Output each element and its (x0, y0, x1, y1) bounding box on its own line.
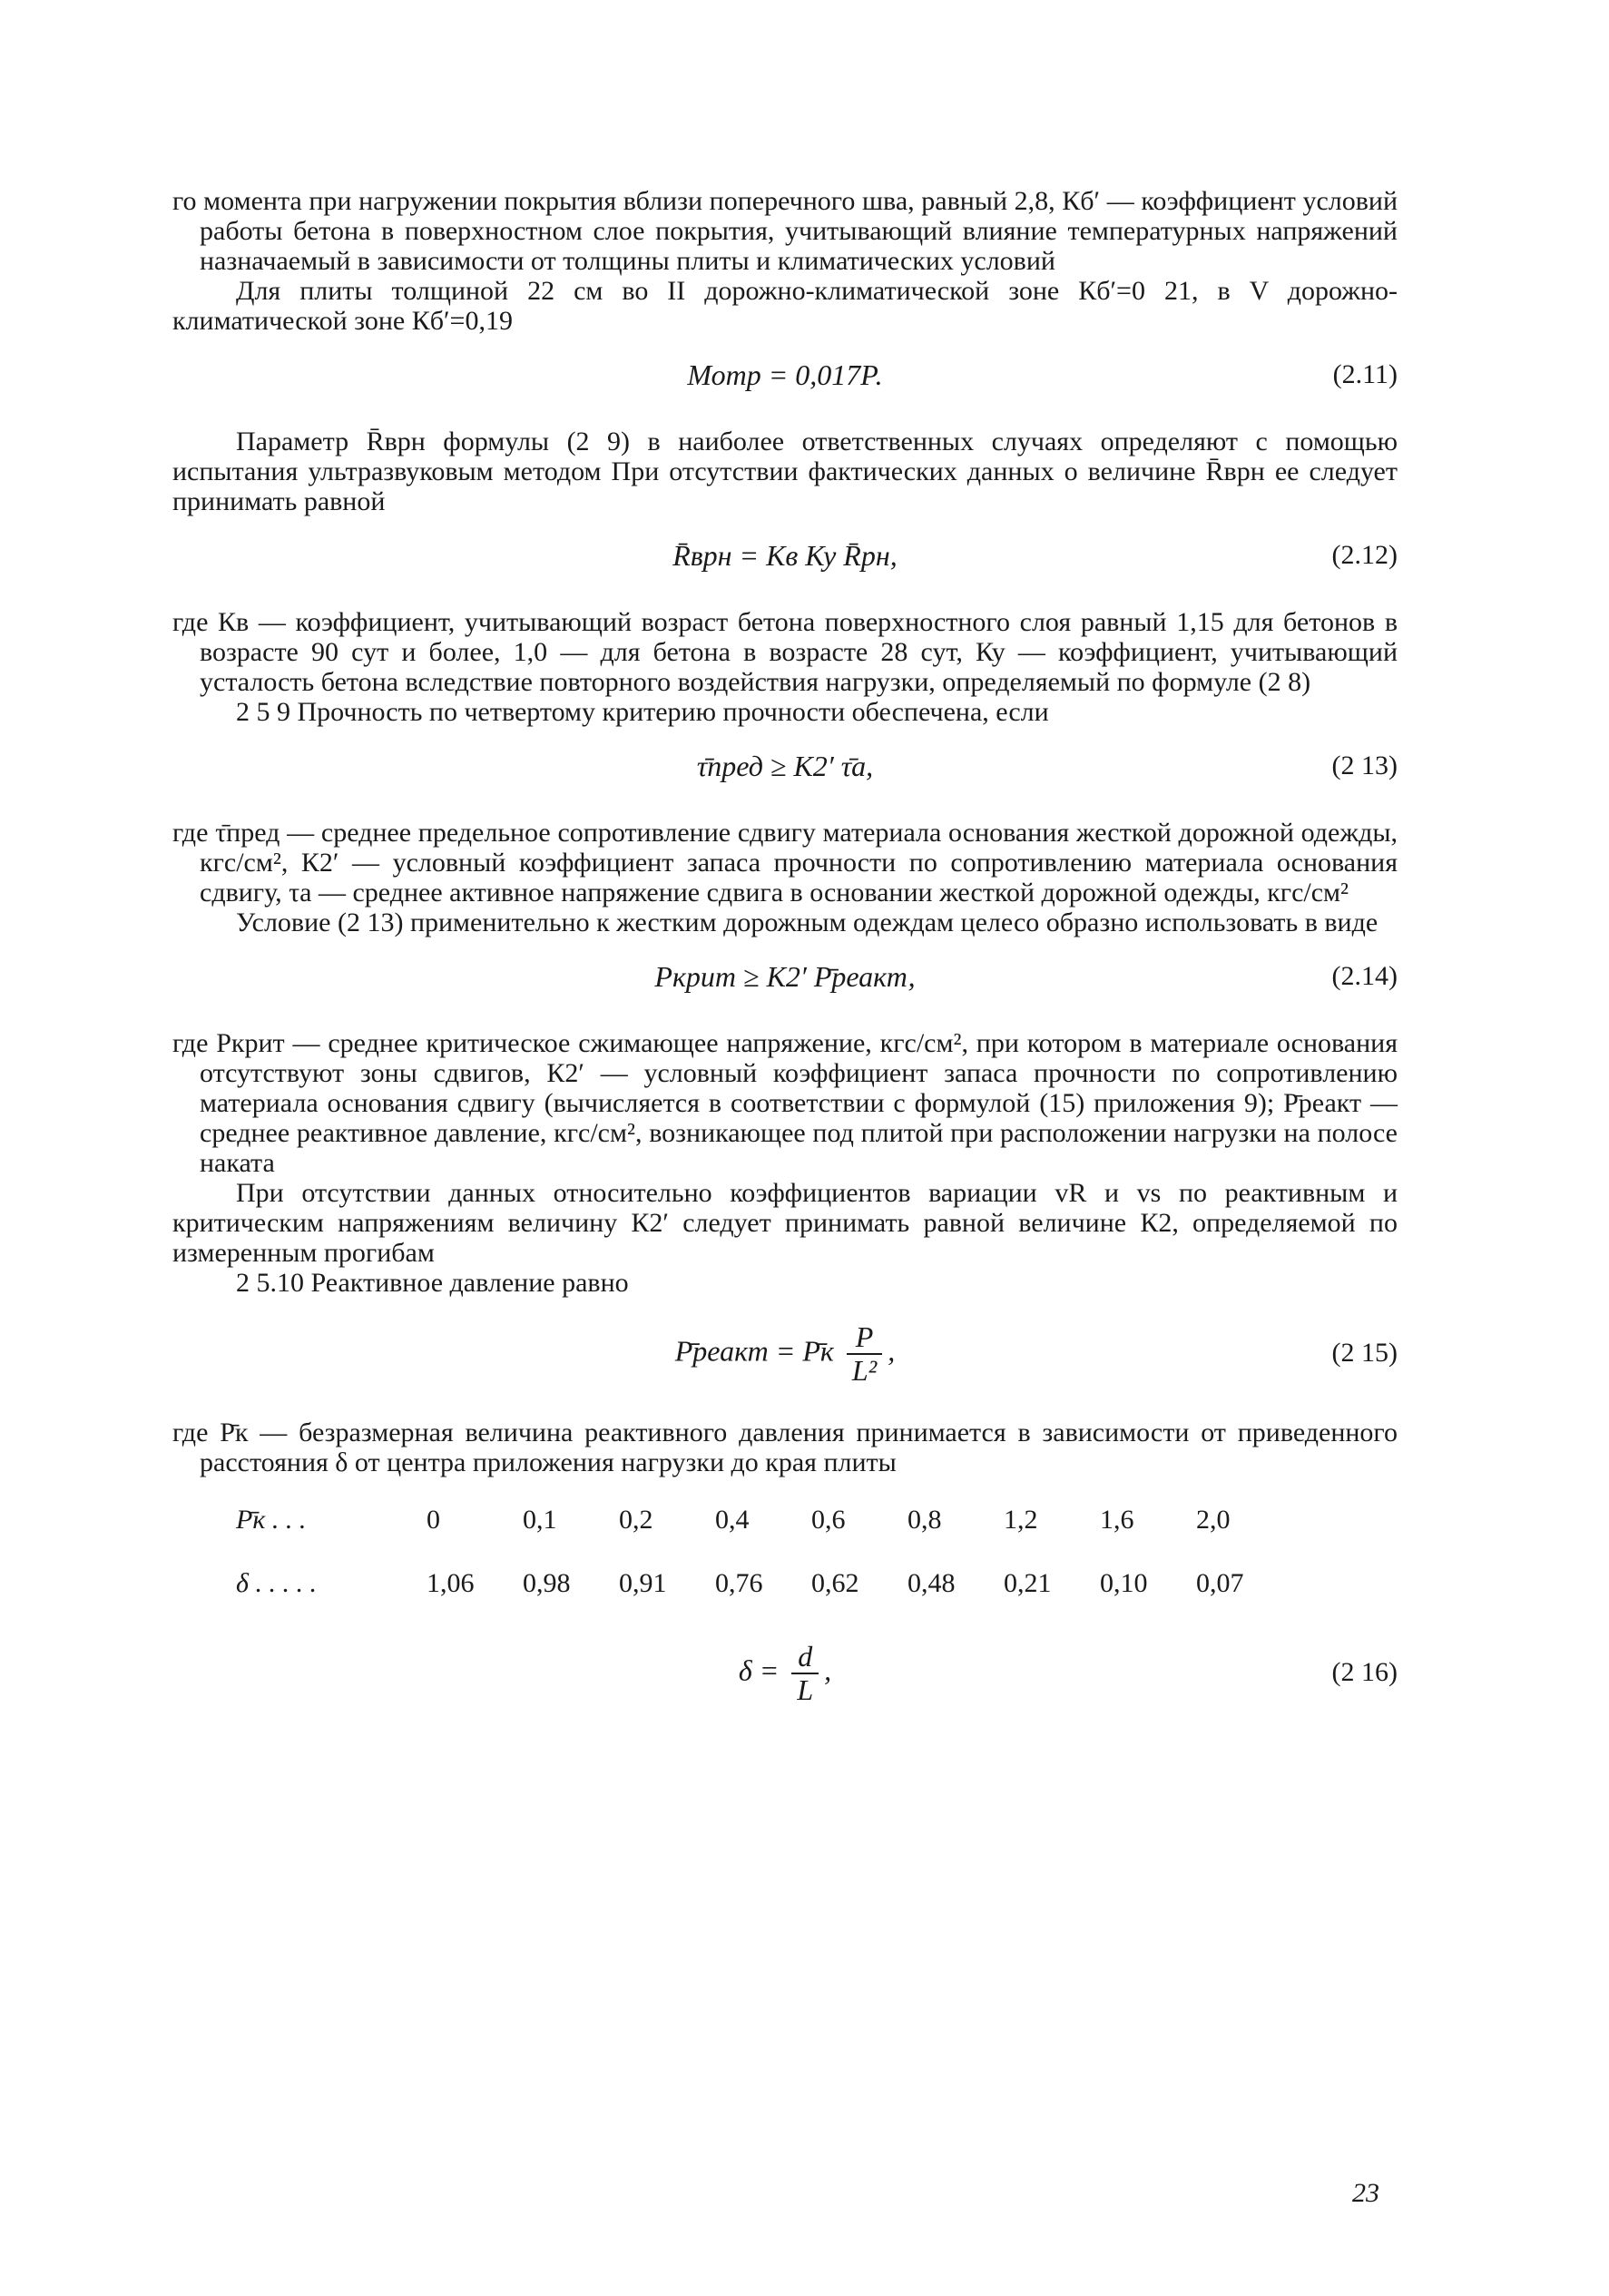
paragraph-where-kv: где Кв — коэффициент, учитывающий возраст бетона поверхностного слоя равный 1,15 для бетонов в возрасте 90 сут и более, 1,0 — для бетона в возрасте 28 сут, Ку — коэффициент, учитывающий усталость бетона вследствие повторного воздействия нагрузки, определяемый по формуле (2 8) (172, 607, 1398, 697)
table-cell: 0 (427, 1505, 440, 1535)
table-cell: 1,6 (1100, 1505, 1134, 1535)
formula-2-16-numerator: d (791, 1641, 819, 1674)
formula-2-13-expression: τ̄пред ≥ К2′ τ̄а, (696, 750, 874, 782)
table-cell: 0,91 (619, 1568, 667, 1598)
paragraph-slab-thickness: Для плиты толщиной 22 см во II дорожно-климатической зоне Кб′=0 21, в V дорожно-климатической зоне Кб′=0,19 (172, 276, 1398, 336)
table-cell: 2,0 (1196, 1505, 1231, 1535)
table-cell: 0,76 (715, 1568, 763, 1598)
formula-2-15-fraction (847, 1321, 882, 1387)
paragraph-criterion-4: 2 5 9 Прочность по четвертому критерию прочности обеспечена, если (236, 697, 1049, 727)
table-cell: 0,21 (1004, 1568, 1052, 1598)
paragraph-where-tau: где τ̄пред — среднее предельное сопротивление сдвигу материала основания жесткой дорожной одежды, кгс/см², К2′ — условный коэффициент запаса прочности по сопротивлению материала основания сдвигу, τа — среднее активное напряжение сдвига в основании жесткой дорожной одежды, кгс/см² (172, 818, 1398, 908)
document-page (172, 186, 1398, 1737)
formula-2-16-expression: δ = $\frac{d}{L}$ , (738, 1640, 832, 1707)
table-cell: 1,2 (1004, 1505, 1038, 1535)
table-row-label: Р̄к . . . (236, 1505, 307, 1535)
table-cell: 0,48 (908, 1568, 956, 1598)
formula-2-15-number: (2 15) (1331, 1338, 1398, 1368)
formula-2-14-number: (2.14) (1331, 961, 1398, 991)
formula-2-16-number: (2 16) (1331, 1657, 1398, 1687)
values-table (236, 1505, 1398, 1632)
formula-2-11-number: (2.11) (1332, 359, 1398, 389)
table-cell: 1,06 (427, 1568, 475, 1598)
table-cell: 0,8 (908, 1505, 942, 1535)
formula-2-14-expression: Ркрит ≥ К2′ Р̄реакт, (654, 960, 916, 993)
table-cell: 0,1 (523, 1505, 557, 1535)
table-row-label: δ . . . . . (236, 1568, 317, 1598)
formula-2-15-lhs: Р̄реакт = Р̄к (674, 1334, 834, 1368)
table-cell: 0,10 (1100, 1568, 1148, 1598)
formula-2-12-expression: R̄ʙрн = Кв Ку R̄рн, (672, 539, 898, 572)
paragraph-where-pk: где Р̄к — безразмерная величина реактивного давления принимается в зависимости от приведенного расстояния δ от центра приложения нагрузки до края плиты (172, 1418, 1398, 1477)
page-number: 23 (1352, 2178, 1379, 2208)
table-cell: 0,98 (523, 1568, 571, 1598)
formula-2-11 (172, 359, 1398, 403)
formula-2-16-denominator: L (797, 1673, 814, 1707)
formula-2-15-denominator: L² (851, 1354, 878, 1388)
table-cell: 0,62 (811, 1568, 859, 1598)
formula-2-16-lhs: δ = (738, 1653, 780, 1687)
formula-2-15-numerator: Р (847, 1321, 882, 1355)
paragraph-reactive-pressure: 2 5.10 Реактивное давление равно (236, 1268, 629, 1298)
table-cell: 0,4 (715, 1505, 750, 1535)
formula-2-15 (172, 1321, 1398, 1394)
table-row-pk (236, 1505, 1398, 1568)
paragraph-condition: Условие (2 13) применительно к жестким дорожным одеждам целесо образно использовать в виде (236, 908, 1378, 937)
table-row-delta (236, 1568, 1398, 1632)
paragraph-parameter: Параметр R̄ʙрн формулы (2 9) в наиболее ответственных случаях определяют с помощью испытания ультразвуковым методом При отсутствии фактических данных о величине R̄ʙрн ее следует принимать равной (172, 427, 1398, 516)
formula-2-12-number: (2.12) (1331, 540, 1398, 570)
table-cell: 0,07 (1196, 1568, 1244, 1598)
table-cell: 0,6 (811, 1505, 846, 1535)
formula-2-13 (172, 751, 1398, 794)
formula-2-16 (172, 1641, 1398, 1713)
formula-2-13-number: (2 13) (1331, 751, 1398, 780)
paragraph-where-pkrit: где Ркрит — среднее критическое сжимающее напряжение, кгс/см², при котором в материале основания отсутствуют зоны сдвигов, К2′ — условный коэффициент запаса прочности по сопротивлению материала основания сдвигу (вычисляется в соответствии с формулой (15) приложения 9); Р̄реакт — среднее реактивное давление, кгс/см², возникающее под плитой при расположении нагрузки на полосе наката (172, 1028, 1398, 1178)
formula-2-12 (172, 540, 1398, 584)
formula-2-11-expression: Мотр = 0,017Р. (687, 358, 883, 391)
paragraph-continuation: го момента при нагружении покрытия вблизи поперечного шва, равный 2,8, Кб′ — коэффициент условий работы бетона в поверхностном слое покрытия, учитывающий влияние температурных напряжений назначаемый в зависимости от толщины плиты и климатических условий (172, 186, 1398, 276)
formula-2-14 (172, 961, 1398, 1005)
formula-2-16-fraction (791, 1641, 819, 1706)
paragraph-variation: При отсутствии данных относительно коэффициентов вариации vR и vs по реактивным и критическим напряжениям величину К2′ следует принимать равной величине К2, определяемой по измеренным прогибам (172, 1178, 1398, 1268)
formula-2-15-expression: Р̄реакт = Р̄к $\frac{Р}{\text{L²}}$ , (674, 1320, 896, 1388)
table-cell: 0,2 (619, 1505, 653, 1535)
